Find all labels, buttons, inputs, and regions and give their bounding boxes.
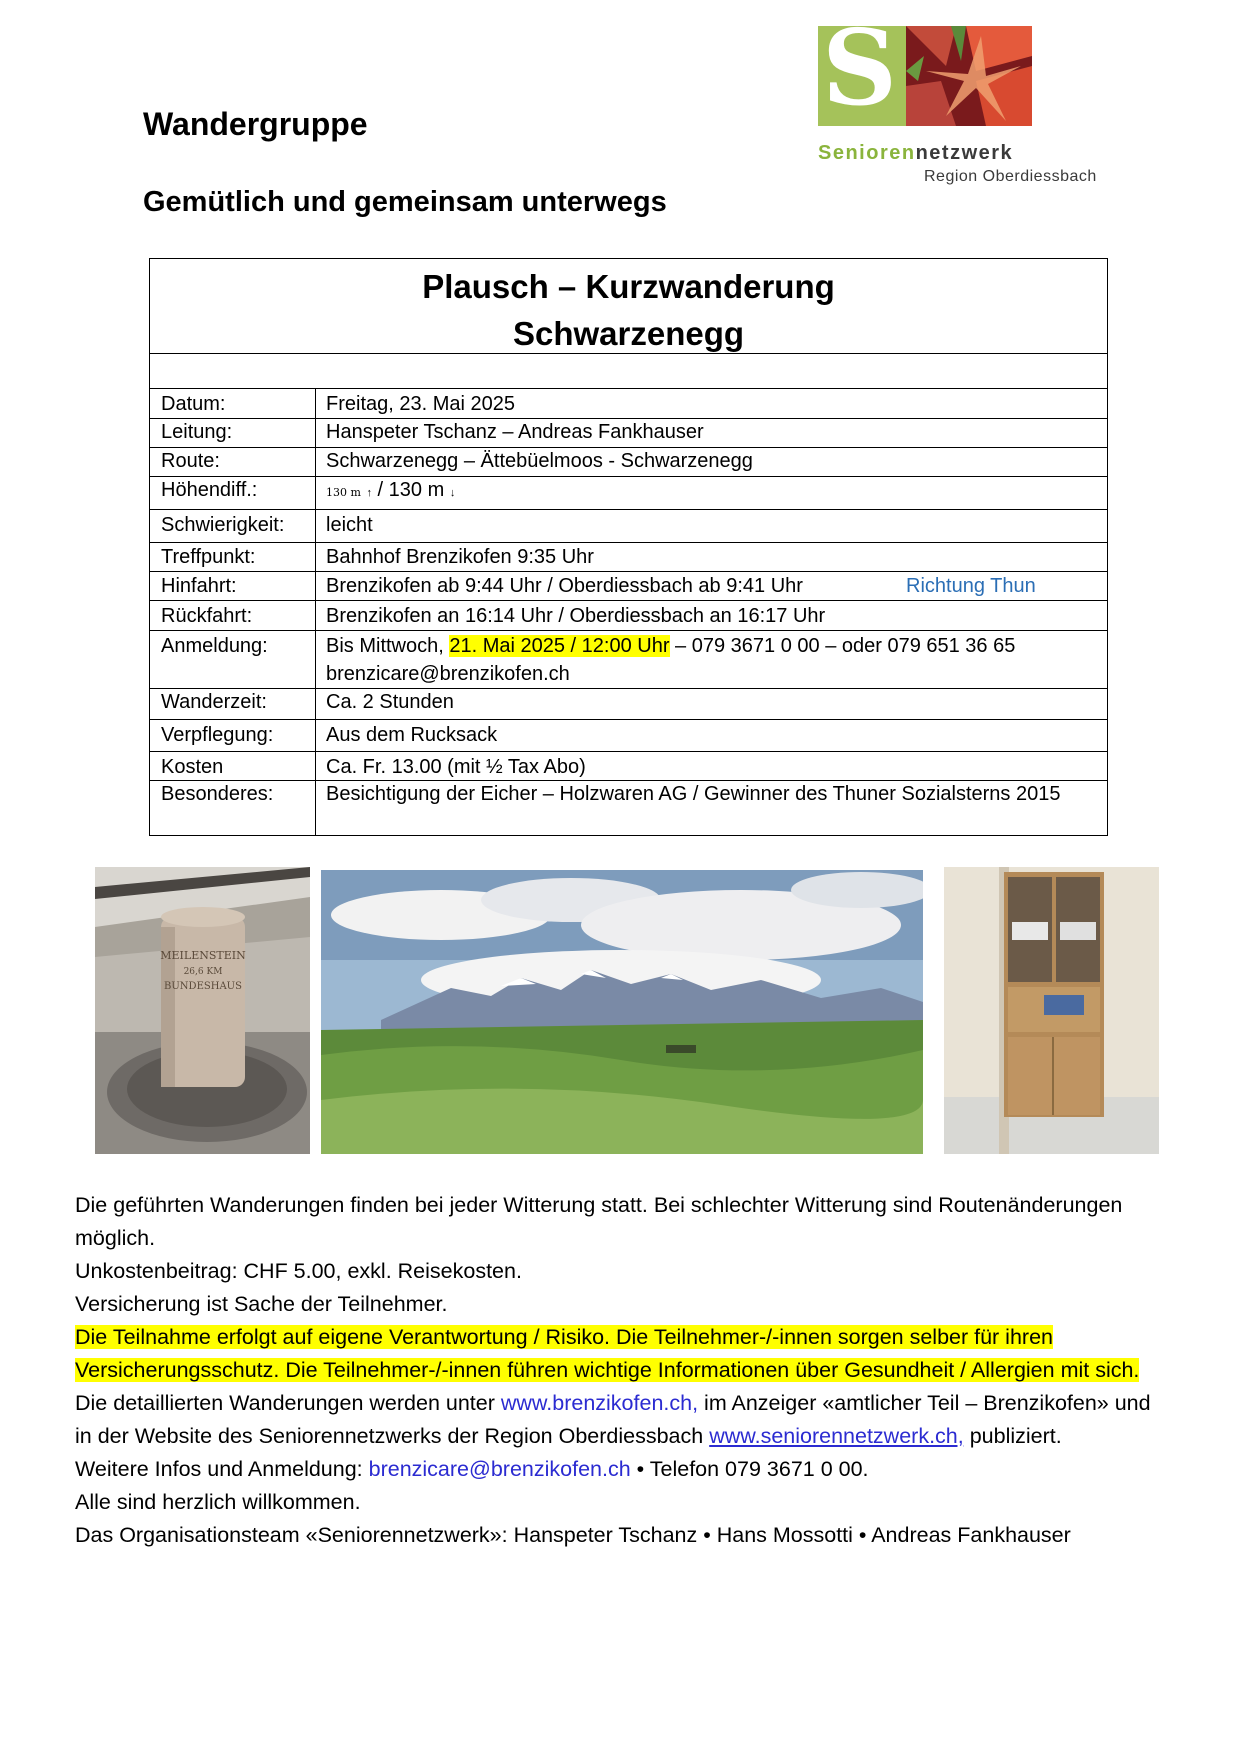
- anmeldung-phones: – 079 3671 0 00 – oder 079 651 36 65: [669, 635, 1016, 657]
- row-value: leicht: [326, 514, 373, 536]
- logo-region: Region Oberdiessbach: [924, 168, 1097, 185]
- logo-word-netzwerk: netzwerk: [915, 142, 1014, 164]
- milestone-image: [95, 867, 310, 1154]
- contact-note: [75, 1453, 1165, 1486]
- contact-pre: Weitere Infos und Anmeldung:: [75, 1457, 369, 1481]
- milestone-line2: 26,6 KM: [183, 967, 223, 977]
- row-label: Datum:: [161, 393, 226, 415]
- logo-letter: S: [822, 6, 898, 129]
- seniorennetzwerk-logo: [818, 6, 1122, 186]
- body-text: [75, 1189, 1165, 1552]
- row-label: Rückfahrt:: [161, 605, 253, 627]
- photo-cabinet: [944, 867, 1159, 1154]
- row-label: Wanderzeit:: [161, 691, 267, 713]
- row-label: Treffpunkt:: [161, 546, 256, 568]
- landscape-image: [321, 870, 923, 1154]
- row-label: Hinfahrt:: [161, 575, 237, 597]
- row-label: Verpflegung:: [161, 724, 274, 746]
- publication-note: [75, 1387, 1165, 1453]
- row-label: Höhendiff.:: [161, 479, 258, 501]
- row-value: Freitag, 23. Mai 2025: [326, 393, 515, 415]
- table-divider: [150, 719, 1107, 720]
- table-divider: [150, 600, 1107, 601]
- brenzikofen-link[interactable]: www.brenzikofen.ch,: [500, 1391, 699, 1415]
- anmeldung-email: brenzicare@brenzikofen.ch: [326, 663, 570, 685]
- table-column-divider: [315, 388, 316, 835]
- row-value: [326, 632, 1097, 688]
- table-divider: [150, 509, 1107, 510]
- milestone-line1: MEILENSTEIN: [160, 949, 246, 962]
- event-title-line1: Plausch – Kurzwanderung: [422, 268, 835, 305]
- height-down-value: / 130 m: [372, 479, 445, 501]
- organisers-note: Das Organisationsteam «Seniorennetzwerk»: Hanspeter Tschanz • Hans Mossotti • Andreas Fankhauser: [75, 1523, 1071, 1547]
- row-value: Bahnhof Brenzikofen 9:35 Uhr: [326, 546, 594, 568]
- arrow-down-icon: ↓: [449, 487, 456, 499]
- table-divider: [150, 353, 1107, 354]
- photo-landscape: [321, 870, 923, 1154]
- row-label: Leitung:: [161, 421, 233, 443]
- row-value: Aus dem Rucksack: [326, 724, 498, 746]
- welcome-note: Alle sind herzlich willkommen.: [75, 1490, 361, 1514]
- row-label: Anmeldung:: [161, 635, 268, 657]
- insurance-note: Versicherung ist Sache der Teilnehmer.: [75, 1292, 448, 1316]
- publication-pre: Die detaillierten Wanderungen werden unter: [75, 1391, 501, 1415]
- row-value: Ca. 2 Stunden: [326, 691, 454, 713]
- row-label: Besonderes:: [161, 783, 274, 805]
- logo-word-senioren: Senioren: [818, 142, 916, 164]
- page-title: Wandergruppe: [143, 106, 368, 142]
- row-label: Schwierigkeit:: [161, 514, 285, 536]
- arrow-up-icon: ↑: [366, 487, 372, 499]
- table-divider: [150, 388, 1107, 389]
- row-label: Kosten: [161, 756, 224, 778]
- table-divider: [150, 630, 1107, 631]
- cabinet-image: [944, 867, 1159, 1154]
- logo-leaf-image: [906, 26, 1032, 126]
- contact-post: • Telefon 079 3671 0 00.: [630, 1457, 869, 1481]
- row-value: Besichtigung der Eicher – Holzwaren AG / Gewinner des Thuner Sozialsterns 2015: [326, 783, 1061, 805]
- event-title-line2: Schwarzenegg: [512, 315, 745, 352]
- anmeldung-deadline: 21. Mai 2025 / 12:00 Uhr: [449, 635, 670, 657]
- event-title: [150, 263, 1107, 357]
- anmeldung-pre: Bis Mittwoch,: [326, 635, 450, 657]
- row-value: Brenzikofen an 16:14 Uhr / Oberdiessbach an 16:17 Uhr: [326, 605, 826, 627]
- row-value: Ca. Fr. 13.00 (mit ½ Tax Abo): [326, 756, 586, 778]
- milestone-line3: BUNDESHAUS: [164, 981, 242, 992]
- row-value: Schwarzenegg – Ättebüelmoos - Schwarzenegg: [326, 450, 753, 472]
- row-value: Brenzikofen ab 9:44 Uhr / Oberdiessbach ab 9:41 Uhr: [326, 575, 803, 597]
- responsibility-note: [75, 1321, 1165, 1387]
- publication-mid: im Anzeiger «amtlicher Teil – Brenzikofen» und in der Website des Seniorennetzwerks der Region Oberdiessbach: [75, 1391, 1151, 1448]
- logo-wordmark: [818, 142, 1013, 165]
- responsibility-highlight: Die Teilnahme erfolgt auf eigene Verantwortung / Risiko. Die Teilnehmer-/-innen sorgen selber für ihren Versicherungsschutz. Die Teilnehmer-/-innen führen wichtige Informationen über Gesundheit / Allergien mit sich.: [75, 1325, 1140, 1382]
- weather-note: Die geführten Wanderungen finden bei jeder Witterung statt. Bei schlechter Witterung sind Routenänderungen möglich.: [75, 1193, 1123, 1250]
- photo-milestone: [95, 867, 310, 1154]
- cost-note: Unkostenbeitrag: CHF 5.00, exkl. Reisekosten.: [75, 1259, 522, 1283]
- leaf-graphic: [906, 26, 1032, 126]
- logo-s-block: [818, 6, 906, 129]
- row-label: Route:: [161, 450, 220, 472]
- row-value: [326, 476, 1097, 507]
- direction-note: Richtung Thun: [906, 575, 1036, 597]
- contact-email-link[interactable]: brenzicare@brenzikofen.ch: [368, 1457, 631, 1481]
- publication-post: publiziert.: [963, 1424, 1062, 1448]
- page-subtitle: Gemütlich und gemeinsam unterwegs: [143, 186, 667, 218]
- row-value: Hanspeter Tschanz – Andreas Fankhauser: [326, 421, 704, 443]
- seniorennetzwerk-link[interactable]: www.seniorennetzwerk.ch,: [709, 1424, 964, 1448]
- height-up-value: 130 m: [326, 486, 361, 499]
- table-divider: [150, 751, 1107, 752]
- event-info-table: [149, 258, 1108, 836]
